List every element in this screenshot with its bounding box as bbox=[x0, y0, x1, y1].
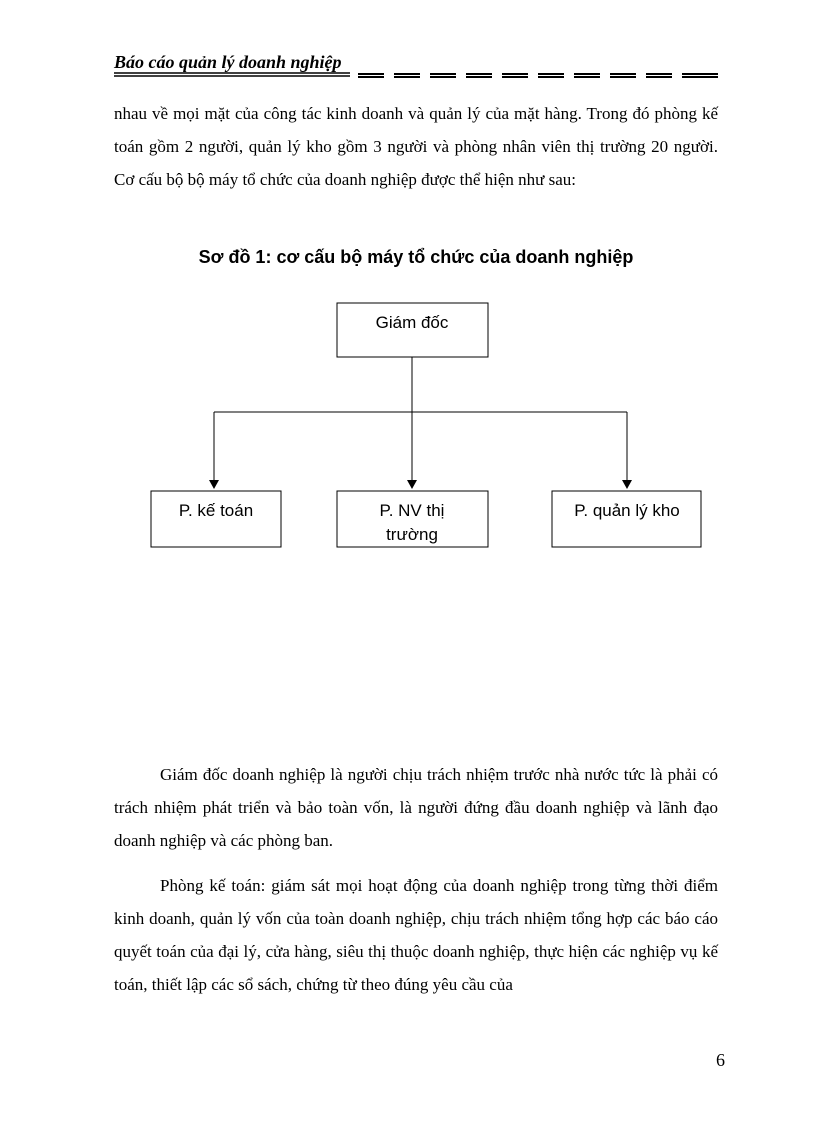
accounting-paragraph: Phòng kế toán: giám sát mọi hoạt động của doanh nghiệp trong từng thời điểm kinh doanh, quản lý vốn của toàn doanh nghiệp, chịu trách nhiệm tổng hợp các báo cáo quyết toán của đại lý, cửa hàng, siêu thị thuộc doanh nghiệp, thực hiện các nghiệp vụ kế toán, thiết lập các sổ sách, chứng từ theo đúng yêu cầu của bbox=[114, 876, 718, 994]
box-director-label: Giám đốc bbox=[375, 313, 449, 332]
director-paragraph: Giám đốc doanh nghiệp là người chịu trách nhiệm trước nhà nước tức là phải có trách nhiệm phát triển và bảo toàn vốn, là người đứng đầu doanh nghiệp và lãnh đạo doanh nghiệp và các phòng ban. bbox=[114, 765, 718, 850]
page-number: 6 bbox=[716, 1050, 725, 1070]
box-market-staff-label-2: trường bbox=[386, 525, 438, 544]
intro-paragraph: nhau về mọi mặt của công tác kinh doanh và quản lý của mặt hàng. Trong đó phòng kế toán gồm 2 người, quản lý kho gồm 3 người và phòng nhân viên thị trường 20 người. Cơ cấu bộ bộ máy tổ chức của doanh nghiệp được thể hiện như sau: bbox=[114, 104, 718, 189]
box-market-staff-label-1: P. NV thị bbox=[379, 501, 445, 520]
box-warehouse-label: P. quản lý kho bbox=[574, 501, 680, 520]
box-accounting-label: P. kế toán bbox=[178, 501, 254, 520]
header-title: Báo cáo quản lý doanh nghiệp bbox=[114, 52, 342, 72]
diagram-caption: Sơ đồ 1: cơ cấu bộ máy tổ chức của doanh nghiệp bbox=[198, 247, 634, 267]
